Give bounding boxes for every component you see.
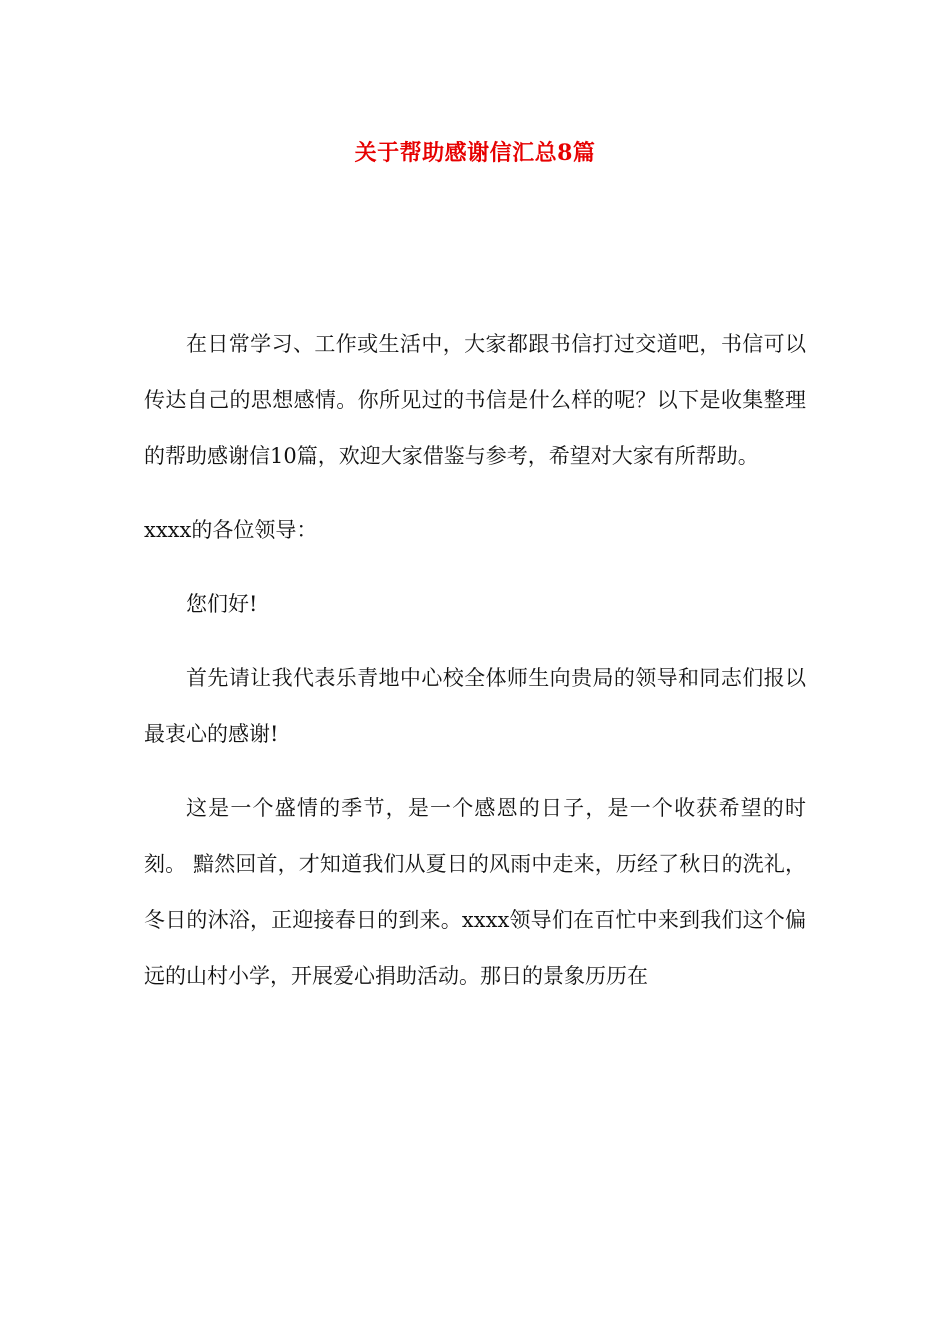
season-paragraph: 这是一个盛情的季节，是一个感恩的日子，是一个收获希望的时刻。 黯然回首，才知道我们从夏日的风雨中走来，历经了秋日的洗礼，冬日的沐浴，正迎接春日的到来。xxxx领导们在百忙中来到我们这个偏远的山村小学，开展爱心捐助活动。那日的景象历历在 [144,796,806,988]
greeting: 您们好! [186,592,258,616]
thanks-paragraph: 首先请让我代表乐青地中心校全体师生向贵局的领导和同志们报以最衷心的感谢! [144,666,806,746]
document-title: 关于帮助感谢信汇总8篇 [354,140,596,166]
document-body [144,316,806,1022]
salutation: xxxx的各位领导： [144,518,318,542]
intro-paragraph: 在日常学习、工作或生活中，大家都跟书信打过交道吧，书信可以传达自己的思想感情。你所见过的书信是什么样的呢？以下是收集整理的帮助感谢信10篇，欢迎大家借鉴与参考，希望对大家有所帮助。 [144,332,806,468]
